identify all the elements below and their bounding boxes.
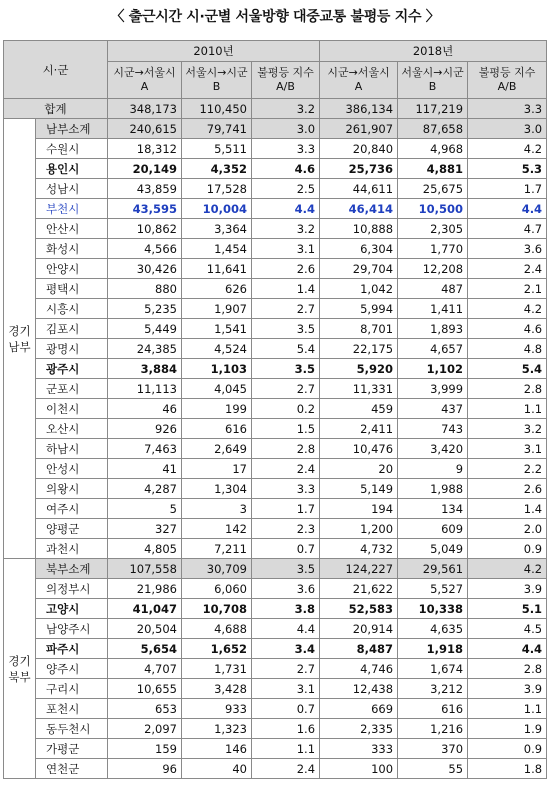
value-b-2010: 1,652 xyxy=(182,639,252,659)
ratio-2018: 4.2 xyxy=(468,299,547,319)
ratio-2018: 1.7 xyxy=(468,179,547,199)
ratio-2010: 3.4 xyxy=(252,639,320,659)
col-ratio-2018-header: 불평등 지수 A/B xyxy=(468,62,547,99)
value-a-2018: 46,414 xyxy=(320,199,398,219)
table-header xyxy=(4,41,547,99)
value-a-2010: 7,463 xyxy=(108,439,182,459)
value-a-2010: 11,113 xyxy=(108,379,182,399)
value-b-2010: 1,103 xyxy=(182,359,252,379)
value-a-2010: 4,805 xyxy=(108,539,182,559)
ratio-2018: 5.4 xyxy=(468,359,547,379)
value-a-2010: 5,654 xyxy=(108,639,182,659)
table-row xyxy=(4,459,547,479)
value-b-2010: 6,060 xyxy=(182,579,252,599)
ratio-2010: 4.6 xyxy=(252,159,320,179)
ratio-2018: 4.8 xyxy=(468,339,547,359)
ratio-2018: 2.0 xyxy=(468,519,547,539)
value-a-2018: 459 xyxy=(320,399,398,419)
table-row xyxy=(4,639,547,659)
ratio-2010: 2.4 xyxy=(252,759,320,779)
total-ratio-2018: 3.3 xyxy=(468,99,547,119)
ratio-2018: 3.2 xyxy=(468,419,547,439)
value-a-2018: 4,732 xyxy=(320,539,398,559)
ratio-2010: 3.2 xyxy=(252,219,320,239)
value-a-2010: 21,986 xyxy=(108,579,182,599)
value-a-2018: 20,840 xyxy=(320,139,398,159)
value-b-2010: 616 xyxy=(182,419,252,439)
ratio-2010: 0.2 xyxy=(252,399,320,419)
ratio-2018: 1.8 xyxy=(468,759,547,779)
table-row xyxy=(4,539,547,559)
table-row xyxy=(4,119,547,139)
value-b-2018: 1,988 xyxy=(398,479,468,499)
ratio-2018: 2.8 xyxy=(468,379,547,399)
value-a-2010: 24,385 xyxy=(108,339,182,359)
value-b-2010: 3 xyxy=(182,499,252,519)
ratio-2018: 1.1 xyxy=(468,699,547,719)
value-a-2018: 29,704 xyxy=(320,259,398,279)
region-column-header: 시·군 xyxy=(4,41,108,99)
ratio-2010: 1.6 xyxy=(252,719,320,739)
ratio-2018: 0.9 xyxy=(468,739,547,759)
value-b-2018: 743 xyxy=(398,419,468,439)
value-a-2010: 10,655 xyxy=(108,679,182,699)
value-a-2018: 44,611 xyxy=(320,179,398,199)
ratio-2010: 2.5 xyxy=(252,179,320,199)
value-a-2018: 1,200 xyxy=(320,519,398,539)
value-b-2010: 5,511 xyxy=(182,139,252,159)
value-a-2018: 4,746 xyxy=(320,659,398,679)
ratio-2018: 4.4 xyxy=(468,199,547,219)
value-a-2010: 46 xyxy=(108,399,182,419)
city-name: 구리시 xyxy=(36,679,108,699)
table-row xyxy=(4,659,547,679)
value-b-2018: 5,049 xyxy=(398,539,468,559)
value-b-2010: 4,352 xyxy=(182,159,252,179)
value-a-2018: 11,331 xyxy=(320,379,398,399)
table-row xyxy=(4,759,547,779)
total-row xyxy=(4,99,547,119)
table-row xyxy=(4,359,547,379)
ratio-2010: 3.5 xyxy=(252,559,320,579)
value-a-2018: 2,411 xyxy=(320,419,398,439)
value-a-2010: 5,449 xyxy=(108,319,182,339)
col-a-2018-header: 시군→서울시 A xyxy=(320,62,398,99)
ratio-2018: 2.6 xyxy=(468,479,547,499)
table-row xyxy=(4,139,547,159)
ratio-2010: 3.0 xyxy=(252,119,320,139)
value-b-2018: 134 xyxy=(398,499,468,519)
value-b-2018: 1,411 xyxy=(398,299,468,319)
value-a-2010: 4,287 xyxy=(108,479,182,499)
year-2010-header: 2010년 xyxy=(108,41,320,62)
table-row xyxy=(4,719,547,739)
total-b-2018: 117,219 xyxy=(398,99,468,119)
value-b-2018: 609 xyxy=(398,519,468,539)
ratio-2010: 1.5 xyxy=(252,419,320,439)
value-a-2010: 41 xyxy=(108,459,182,479)
ratio-2018: 3.9 xyxy=(468,579,547,599)
value-b-2010: 40 xyxy=(182,759,252,779)
ratio-2010: 1.4 xyxy=(252,279,320,299)
ratio-2018: 5.3 xyxy=(468,159,547,179)
ratio-2010: 2.4 xyxy=(252,459,320,479)
city-name: 동두천시 xyxy=(36,719,108,739)
city-name: 과천시 xyxy=(36,539,108,559)
value-b-2010: 10,004 xyxy=(182,199,252,219)
city-name: 시흥시 xyxy=(36,299,108,319)
value-b-2018: 1,216 xyxy=(398,719,468,739)
value-a-2010: 653 xyxy=(108,699,182,719)
table-row xyxy=(4,179,547,199)
total-label: 합계 xyxy=(4,99,108,119)
ratio-2018: 3.1 xyxy=(468,439,547,459)
city-name: 광명시 xyxy=(36,339,108,359)
value-b-2010: 7,211 xyxy=(182,539,252,559)
table-row xyxy=(4,299,547,319)
value-a-2010: 10,862 xyxy=(108,219,182,239)
table-row xyxy=(4,739,547,759)
ratio-2010: 2.7 xyxy=(252,379,320,399)
value-b-2010: 142 xyxy=(182,519,252,539)
value-b-2010: 4,688 xyxy=(182,619,252,639)
value-a-2018: 8,487 xyxy=(320,639,398,659)
table-row xyxy=(4,259,547,279)
value-b-2010: 1,304 xyxy=(182,479,252,499)
city-name: 수원시 xyxy=(36,139,108,159)
table-row xyxy=(4,219,547,239)
ratio-2010: 0.7 xyxy=(252,699,320,719)
table-row xyxy=(4,439,547,459)
value-b-2018: 9 xyxy=(398,459,468,479)
value-a-2010: 327 xyxy=(108,519,182,539)
value-b-2010: 3,364 xyxy=(182,219,252,239)
ratio-2018: 2.2 xyxy=(468,459,547,479)
ratio-2010: 3.3 xyxy=(252,139,320,159)
region-label-north: 경기 북부 xyxy=(4,559,36,779)
value-b-2010: 4,524 xyxy=(182,339,252,359)
value-a-2010: 96 xyxy=(108,759,182,779)
table-title: 〈 출근시간 시·군별 서울방향 대중교통 불평등 지수 〉 xyxy=(110,9,440,25)
total-ratio-2010: 3.2 xyxy=(252,99,320,119)
value-b-2018: 5,527 xyxy=(398,579,468,599)
city-name: 성남시 xyxy=(36,179,108,199)
ratio-2018: 2.1 xyxy=(468,279,547,299)
value-b-2018: 2,305 xyxy=(398,219,468,239)
value-a-2010: 159 xyxy=(108,739,182,759)
region-label-south: 경기 남부 xyxy=(4,119,36,559)
ratio-2010: 3.6 xyxy=(252,579,320,599)
value-a-2018: 333 xyxy=(320,739,398,759)
city-name: 의왕시 xyxy=(36,479,108,499)
table-row xyxy=(4,319,547,339)
table-row xyxy=(4,239,547,259)
value-a-2010: 926 xyxy=(108,419,182,439)
value-a-2018: 6,304 xyxy=(320,239,398,259)
ratio-2018: 4.2 xyxy=(468,139,547,159)
table-row xyxy=(4,199,547,219)
ratio-2010: 2.6 xyxy=(252,259,320,279)
ratio-2010: 1.7 xyxy=(252,499,320,519)
city-name: 김포시 xyxy=(36,319,108,339)
value-b-2010: 1,541 xyxy=(182,319,252,339)
value-a-2018: 20 xyxy=(320,459,398,479)
value-b-2018: 87,658 xyxy=(398,119,468,139)
value-a-2018: 261,907 xyxy=(320,119,398,139)
city-name: 연천군 xyxy=(36,759,108,779)
ratio-2010: 1.1 xyxy=(252,739,320,759)
value-a-2010: 5 xyxy=(108,499,182,519)
value-b-2010: 1,731 xyxy=(182,659,252,679)
value-b-2018: 3,999 xyxy=(398,379,468,399)
value-b-2018: 4,657 xyxy=(398,339,468,359)
city-name: 북부소계 xyxy=(36,559,108,579)
value-a-2018: 10,888 xyxy=(320,219,398,239)
value-a-2010: 4,566 xyxy=(108,239,182,259)
value-b-2018: 1,918 xyxy=(398,639,468,659)
city-name: 안양시 xyxy=(36,259,108,279)
value-a-2018: 669 xyxy=(320,699,398,719)
value-a-2018: 21,622 xyxy=(320,579,398,599)
value-b-2018: 55 xyxy=(398,759,468,779)
city-name: 안산시 xyxy=(36,219,108,239)
value-b-2010: 626 xyxy=(182,279,252,299)
city-name: 화성시 xyxy=(36,239,108,259)
value-b-2018: 10,500 xyxy=(398,199,468,219)
value-a-2010: 43,859 xyxy=(108,179,182,199)
city-name: 포천시 xyxy=(36,699,108,719)
ratio-2010: 4.4 xyxy=(252,619,320,639)
value-b-2010: 4,045 xyxy=(182,379,252,399)
value-a-2010: 240,615 xyxy=(108,119,182,139)
ratio-2010: 2.8 xyxy=(252,439,320,459)
city-name: 가평군 xyxy=(36,739,108,759)
value-b-2010: 3,428 xyxy=(182,679,252,699)
value-b-2018: 437 xyxy=(398,399,468,419)
city-name: 고양시 xyxy=(36,599,108,619)
city-name: 이천시 xyxy=(36,399,108,419)
ratio-2018: 1.4 xyxy=(468,499,547,519)
city-name: 하남시 xyxy=(36,439,108,459)
value-b-2018: 1,893 xyxy=(398,319,468,339)
city-name: 파주시 xyxy=(36,639,108,659)
city-name: 양평군 xyxy=(36,519,108,539)
ratio-2018: 3.6 xyxy=(468,239,547,259)
ratio-2010: 3.1 xyxy=(252,239,320,259)
ratio-2018: 3.9 xyxy=(468,679,547,699)
value-b-2018: 3,420 xyxy=(398,439,468,459)
city-name: 의정부시 xyxy=(36,579,108,599)
value-b-2018: 12,208 xyxy=(398,259,468,279)
value-a-2018: 2,335 xyxy=(320,719,398,739)
city-name: 군포시 xyxy=(36,379,108,399)
table-row xyxy=(4,679,547,699)
value-b-2010: 146 xyxy=(182,739,252,759)
value-a-2018: 22,175 xyxy=(320,339,398,359)
value-b-2010: 10,708 xyxy=(182,599,252,619)
value-b-2018: 4,635 xyxy=(398,619,468,639)
ratio-2018: 1.9 xyxy=(468,719,547,739)
value-a-2018: 52,583 xyxy=(320,599,398,619)
table-row xyxy=(4,699,547,719)
value-a-2010: 20,504 xyxy=(108,619,182,639)
value-a-2010: 5,235 xyxy=(108,299,182,319)
col-b-2018-header: 서울시→시군 B xyxy=(398,62,468,99)
value-a-2018: 20,914 xyxy=(320,619,398,639)
city-name: 안성시 xyxy=(36,459,108,479)
value-b-2010: 199 xyxy=(182,399,252,419)
city-name: 여주시 xyxy=(36,499,108,519)
value-b-2018: 616 xyxy=(398,699,468,719)
value-b-2018: 4,881 xyxy=(398,159,468,179)
inequality-index-table xyxy=(3,40,547,779)
value-a-2010: 18,312 xyxy=(108,139,182,159)
value-a-2010: 41,047 xyxy=(108,599,182,619)
table-body xyxy=(4,99,547,779)
city-name: 평택시 xyxy=(36,279,108,299)
ratio-2010: 5.4 xyxy=(252,339,320,359)
ratio-2018: 3.0 xyxy=(468,119,547,139)
value-b-2018: 370 xyxy=(398,739,468,759)
table-row xyxy=(4,419,547,439)
ratio-2018: 4.4 xyxy=(468,639,547,659)
table-row xyxy=(4,479,547,499)
table-row xyxy=(4,279,547,299)
ratio-2010: 2.7 xyxy=(252,659,320,679)
value-b-2010: 17,528 xyxy=(182,179,252,199)
value-a-2018: 100 xyxy=(320,759,398,779)
table-row xyxy=(4,339,547,359)
ratio-2018: 2.4 xyxy=(468,259,547,279)
ratio-2010: 3.3 xyxy=(252,479,320,499)
value-a-2018: 8,701 xyxy=(320,319,398,339)
value-b-2010: 30,709 xyxy=(182,559,252,579)
table-row xyxy=(4,619,547,639)
value-b-2018: 487 xyxy=(398,279,468,299)
ratio-2018: 4.2 xyxy=(468,559,547,579)
table-row xyxy=(4,379,547,399)
value-a-2010: 2,097 xyxy=(108,719,182,739)
ratio-2010: 3.8 xyxy=(252,599,320,619)
year-2018-header: 2018년 xyxy=(320,41,547,62)
value-b-2018: 3,212 xyxy=(398,679,468,699)
value-b-2010: 79,741 xyxy=(182,119,252,139)
value-a-2018: 10,476 xyxy=(320,439,398,459)
ratio-2010: 2.7 xyxy=(252,299,320,319)
value-b-2018: 1,102 xyxy=(398,359,468,379)
city-name: 남양주시 xyxy=(36,619,108,639)
city-name: 용인시 xyxy=(36,159,108,179)
ratio-2010: 3.5 xyxy=(252,359,320,379)
city-name: 광주시 xyxy=(36,359,108,379)
ratio-2018: 1.1 xyxy=(468,399,547,419)
value-a-2010: 30,426 xyxy=(108,259,182,279)
ratio-2018: 0.9 xyxy=(468,539,547,559)
value-b-2010: 1,323 xyxy=(182,719,252,739)
total-a-2018: 386,134 xyxy=(320,99,398,119)
ratio-2018: 4.7 xyxy=(468,219,547,239)
value-b-2018: 10,338 xyxy=(398,599,468,619)
table-row xyxy=(4,499,547,519)
value-b-2018: 1,770 xyxy=(398,239,468,259)
value-b-2018: 4,968 xyxy=(398,139,468,159)
value-a-2010: 107,558 xyxy=(108,559,182,579)
city-name: 부천시 xyxy=(36,199,108,219)
table-row xyxy=(4,519,547,539)
value-a-2018: 1,042 xyxy=(320,279,398,299)
value-b-2010: 2,649 xyxy=(182,439,252,459)
col-a-2010-header: 시군→서울시 A xyxy=(108,62,182,99)
table-row xyxy=(4,599,547,619)
value-a-2018: 5,994 xyxy=(320,299,398,319)
value-b-2018: 1,674 xyxy=(398,659,468,679)
value-a-2010: 3,884 xyxy=(108,359,182,379)
value-a-2018: 194 xyxy=(320,499,398,519)
table-row xyxy=(4,559,547,579)
value-a-2018: 25,736 xyxy=(320,159,398,179)
value-b-2010: 1,907 xyxy=(182,299,252,319)
value-a-2018: 124,227 xyxy=(320,559,398,579)
ratio-2018: 5.1 xyxy=(468,599,547,619)
value-b-2010: 1,454 xyxy=(182,239,252,259)
value-b-2010: 11,641 xyxy=(182,259,252,279)
value-a-2010: 20,149 xyxy=(108,159,182,179)
ratio-2018: 2.8 xyxy=(468,659,547,679)
table-row xyxy=(4,159,547,179)
total-b-2010: 110,450 xyxy=(182,99,252,119)
city-name: 남부소계 xyxy=(36,119,108,139)
value-a-2018: 5,149 xyxy=(320,479,398,499)
city-name: 오산시 xyxy=(36,419,108,439)
value-a-2018: 5,920 xyxy=(320,359,398,379)
ratio-2010: 2.3 xyxy=(252,519,320,539)
city-name: 양주시 xyxy=(36,659,108,679)
value-b-2018: 25,675 xyxy=(398,179,468,199)
table-row xyxy=(4,579,547,599)
value-a-2018: 12,438 xyxy=(320,679,398,699)
value-b-2018: 29,561 xyxy=(398,559,468,579)
ratio-2010: 4.4 xyxy=(252,199,320,219)
ratio-2010: 3.5 xyxy=(252,319,320,339)
value-a-2010: 43,595 xyxy=(108,199,182,219)
total-a-2010: 348,173 xyxy=(108,99,182,119)
col-b-2010-header: 서울시→시군 B xyxy=(182,62,252,99)
value-a-2010: 4,707 xyxy=(108,659,182,679)
ratio-2010: 0.7 xyxy=(252,539,320,559)
ratio-2018: 4.6 xyxy=(468,319,547,339)
value-a-2010: 880 xyxy=(108,279,182,299)
col-ratio-2010-header: 불평등 지수 A/B xyxy=(252,62,320,99)
value-b-2010: 933 xyxy=(182,699,252,719)
value-b-2010: 17 xyxy=(182,459,252,479)
ratio-2018: 4.5 xyxy=(468,619,547,639)
ratio-2010: 3.1 xyxy=(252,679,320,699)
table-row xyxy=(4,399,547,419)
